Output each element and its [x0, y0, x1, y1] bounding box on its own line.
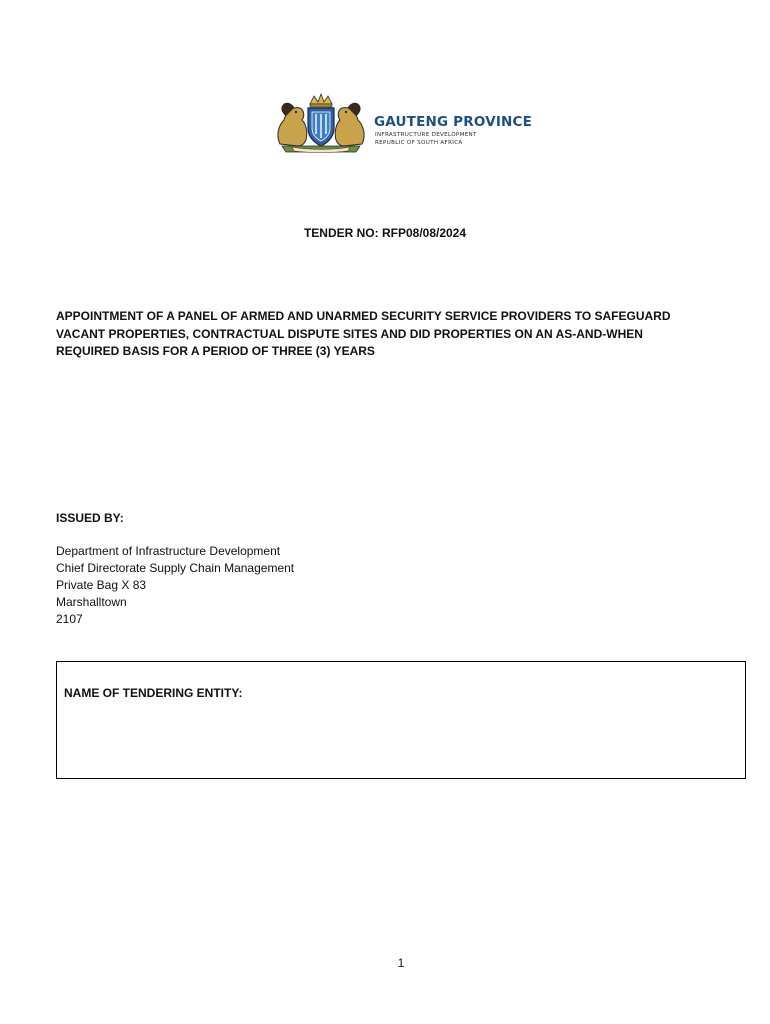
issuer-address — [56, 543, 294, 628]
address-line: Department of Infrastructure Development — [56, 544, 281, 558]
tender-heading-line: APPOINTMENT OF A PANEL OF ARMED AND UNARMED SECURITY SERVICE PROVIDERS TO SAFEGUARD — [56, 309, 671, 323]
issued-by-label: ISSUED BY: — [56, 511, 124, 525]
address-line: Marshalltown — [56, 595, 127, 609]
logo-subtitle-country: REPUBLIC OF SOUTH AFRICA — [375, 140, 463, 146]
coat-of-arms-icon — [272, 92, 370, 154]
tendering-entity-box[interactable] — [56, 661, 746, 779]
address-line: 2107 — [56, 612, 83, 626]
tendering-entity-label: NAME OF TENDERING ENTITY: — [64, 686, 243, 700]
page-number: 1 — [397, 956, 405, 970]
tender-heading-line: VACANT PROPERTIES, CONTRACTUAL DISPUTE SITES AND DID PROPERTIES ON AN AS-AND-WHEN — [56, 326, 643, 341]
tender-heading — [56, 308, 746, 361]
logo-subtitle-department: INFRASTRUCTURE DEVELOPMENT — [375, 132, 477, 138]
tender-heading-line: REQUIRED BASIS FOR A PERIOD OF THREE (3) YEARS — [56, 344, 375, 358]
gauteng-logo — [272, 92, 542, 154]
address-line: Private Bag X 83 — [56, 578, 147, 592]
tender-number: TENDER NO: RFP08/08/2024 — [303, 226, 467, 240]
address-line: Chief Directorate Supply Chain Management — [56, 561, 295, 575]
logo-title: GAUTENG PROVINCE — [374, 114, 533, 130]
